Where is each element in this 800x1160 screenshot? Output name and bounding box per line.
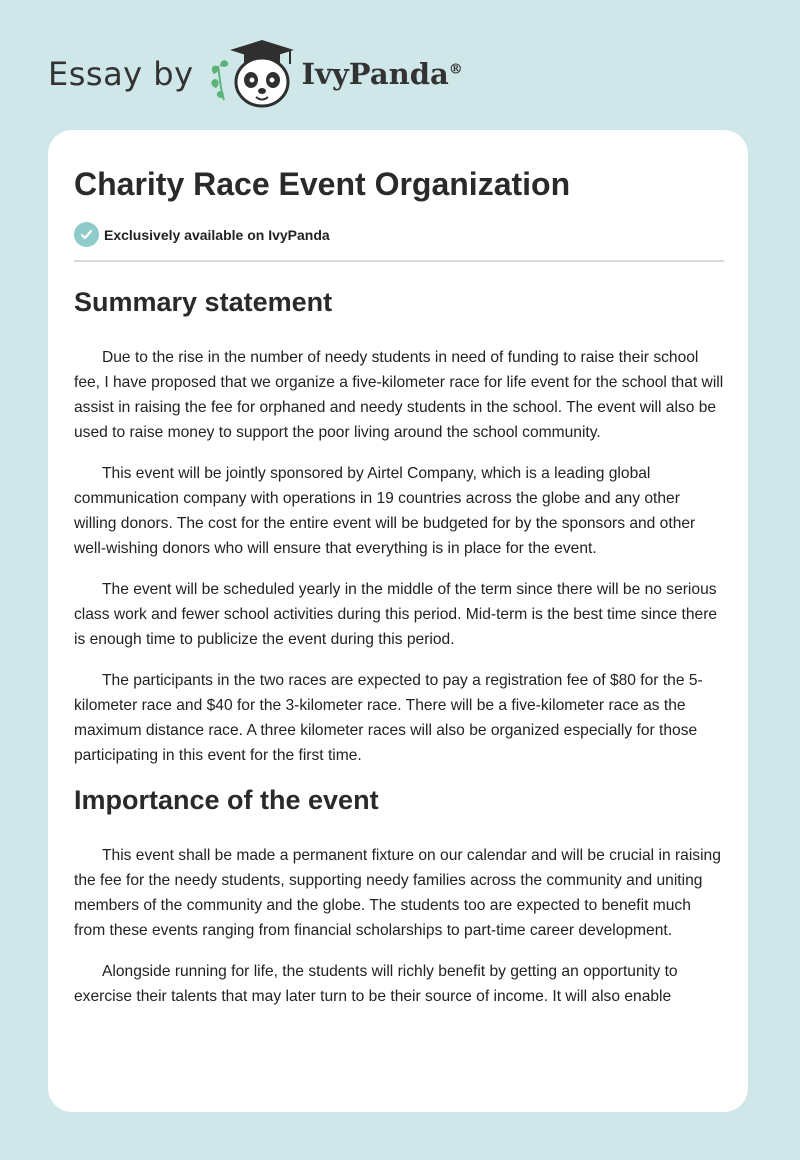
exclusive-badge <box>74 222 330 247</box>
section-heading: Summary statement <box>74 287 333 317</box>
essay-card <box>48 130 748 1112</box>
paragraph: This event will be jointly sponsored by Airtel Company, which is a leading global communication company with operations in 19 countries across the globe and any other willing donors. The cost for the entire event will be budgeted for by the sponsors and other well-wishing donors who will ensure that everything is in place for the event. <box>74 465 696 557</box>
paragraph: Alongside running for life, the students will richly benefit by getting an opportunity to exercise their talents that may later turn to be their source of income. It will also enable <box>74 963 678 1005</box>
brand-name: IvyPanda® <box>301 57 463 91</box>
page-title: Charity Race Event Organization <box>74 166 571 202</box>
paragraph: The event will be scheduled yearly in the middle of the term since there will be no serious class work and fewer school activities during this period. Mid-term is the best time since there is enough time to publicize the event during this period. <box>74 581 718 648</box>
paragraph: Due to the rise in the number of needy students in need of funding to raise their school fee, I have proposed that we organize a five-kilometer race for life event for the school that will assist in raising the fee for orphaned and needy students in the school. The event will also be used to raise money to support the poor living around the school community. <box>74 349 724 441</box>
section-heading: Importance of the event <box>74 785 379 815</box>
panda-logo-icon <box>206 36 298 112</box>
essay-by-label: Essay by <box>48 55 194 93</box>
paragraph: The participants in the two races are expected to pay a registration fee of $80 for the 5-kilometer race and $40 for the 3-kilometer race. There will be a five-kilometer race as the maximum distance race. A three kilometer races will also be organized especially for those participating in this event for the first time. <box>74 672 703 764</box>
paragraph: This event shall be made a permanent fixture on our calendar and will be crucial in raising the fee for the needy students, supporting needy families across the community and uniting members of the community and the globe. The students too are expected to benefit much from these events ranging from financial scholarships to part-time career development. <box>74 847 721 939</box>
exclusive-label: Exclusively available on IvyPanda <box>104 226 330 243</box>
site-header <box>48 34 463 114</box>
check-icon <box>74 222 99 247</box>
essay-body <box>74 280 724 1009</box>
divider <box>74 260 724 262</box>
